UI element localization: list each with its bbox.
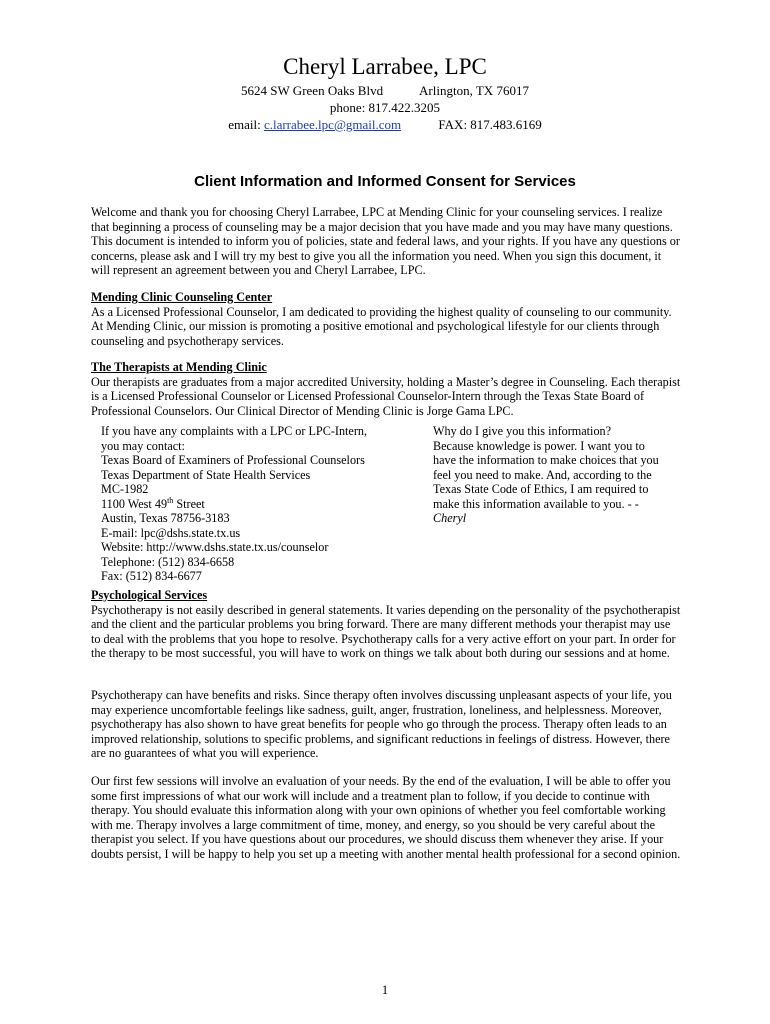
why-line: Texas State Code of Ethics, I am required to bbox=[433, 482, 649, 496]
email-link[interactable]: c.larrabee.lpc@gmail.com bbox=[263, 117, 402, 132]
contact-line: you may contact: bbox=[101, 438, 185, 453]
contact-line: Texas Department of State Health Services bbox=[101, 467, 311, 482]
section-heading: The Therapists at Mending Clinic bbox=[91, 360, 267, 374]
contact-line: Texas Board of Examiners of Professional Counselors bbox=[101, 453, 365, 467]
fax-number: FAX: 817.483.6169 bbox=[438, 117, 542, 132]
document-title: Client Information and Informed Consent for Services bbox=[194, 173, 576, 190]
section-psychological-services bbox=[91, 588, 681, 661]
letterhead bbox=[0, 52, 770, 133]
street-name: Street bbox=[173, 496, 205, 511]
contact-fax: Fax: (512) 834-6677 bbox=[101, 569, 202, 583]
contact-email: E-mail: lpc@dshs.state.tx.us bbox=[101, 525, 241, 540]
why-line: have the information to make choices that you bbox=[433, 453, 659, 467]
why-line: make this information available to you. - - bbox=[433, 496, 639, 511]
evaluation-paragraph: Our first few sessions will involve an evaluation of your needs. By the end of the evaluation, I will be able to offer you some first impressions of what our work will include and a treatment plan to follow, if you decide to continue with therapy. You should evaluate this information along with your own opinions of whether you feel comfortable working with me. Therapy involves a large commitment of time, money, and energy, so you should be very careful about the therapist you select. If you have questions about our procedures, we should discuss them whenever they arise. If your doubts persist, I will be happy to help you set up a meeting with another mental health professional for a second opinion. bbox=[91, 774, 681, 861]
address-line bbox=[0, 82, 770, 99]
benefits-risks-paragraph: Psychotherapy can have benefits and risks. Since therapy often involves discussing unpleasant aspects of your life, you may experience uncomfortable feelings like sadness, guilt, anger, frustration, loneliness, and helplessness. Moreover, psychotherapy has also shown to have great benefits for people who go through the process. Therapy often leads to an improved relationship, solutions to specific problems, and significant reductions in feelings of distress. However, there are no guarantees of what you will experience. bbox=[91, 688, 672, 760]
practitioner-name: Cheryl Larrabee, LPC bbox=[283, 54, 487, 79]
contact-line: MC-1982 bbox=[101, 482, 149, 496]
contact-telephone: Telephone: (512) 834-6658 bbox=[101, 554, 235, 569]
contact-line bbox=[0, 116, 770, 133]
contact-line: If you have any complaints with a LPC or LPC-Intern, bbox=[101, 424, 368, 438]
city-state-zip: Arlington, TX 76017 bbox=[419, 83, 529, 98]
street-address: 5624 SW Green Oaks Blvd bbox=[241, 83, 384, 98]
ordinal-suffix: th bbox=[167, 495, 174, 505]
section-body: As a Licensed Professional Counselor, I am dedicated to providing the highest quality of counseling to our community. At Mending Clinic, our mission is promoting a positive emotional and psychological lifestyle for our clients through counseling and psychotherapy services. bbox=[91, 304, 672, 348]
street-number: 1100 West 49 bbox=[101, 496, 168, 511]
signature-name: Cheryl bbox=[433, 511, 467, 525]
contact-line: Austin, Texas 78756-3183 bbox=[101, 511, 230, 525]
email-label: email: bbox=[228, 117, 261, 132]
contact-website: Website: http://www.dshs.state.tx.us/counselor bbox=[101, 540, 329, 554]
intro-paragraph: Welcome and thank you for choosing Cheryl Larrabee, LPC at Mending Clinic for your counseling services. I realize that beginning a process of counseling may be a major decision that you have made and you may have many questions. This document is intended to inform you of policies, state and federal laws, and your rights. If you have any questions or concerns, please ask and I will try my best to give you all the information you need. When you sign this document, it will represent an agreement between you and Cheryl Larrabee, LPC. bbox=[91, 205, 680, 277]
why-line: Because knowledge is power. I want you to bbox=[433, 438, 645, 453]
why-line: feel you need to make. And, according to the bbox=[433, 467, 652, 482]
page-number: 1 bbox=[381, 983, 389, 997]
why-line: Why do I give you this information? bbox=[433, 424, 612, 438]
section-body: Our therapists are graduates from a major accredited University, holding a Master’s degree in Counseling. Each therapist is a Licensed Professional Counselor or Licensed Professional Counselor-Intern through the Texas State Board of Professional Counselors. Our Clinical Director of Mending Clinic is Jorge Gama LPC. bbox=[91, 374, 681, 418]
why-information-block bbox=[433, 424, 678, 526]
phone-line: phone: 817.422.3205 bbox=[329, 100, 441, 115]
complaint-contact-block bbox=[101, 424, 401, 584]
contact-street-line bbox=[101, 497, 401, 512]
section-therapists bbox=[91, 360, 681, 418]
section-body: Psychotherapy is not easily described in general statements. It varies depending on the personality of the psychotherapist and the client and the particular problems you bring forward. There are many different methods your therapist may use to deal with the problems that you hope to resolve. Psychotherapy calls for a very active effort on your part. In order for the therapy to be most successful, you will have to work on things we talk about both during our sessions and at home. bbox=[91, 602, 681, 660]
section-heading: Psychological Services bbox=[91, 588, 208, 602]
section-heading: Mending Clinic Counseling Center bbox=[91, 290, 273, 304]
section-clinic-counseling-center bbox=[91, 290, 681, 348]
